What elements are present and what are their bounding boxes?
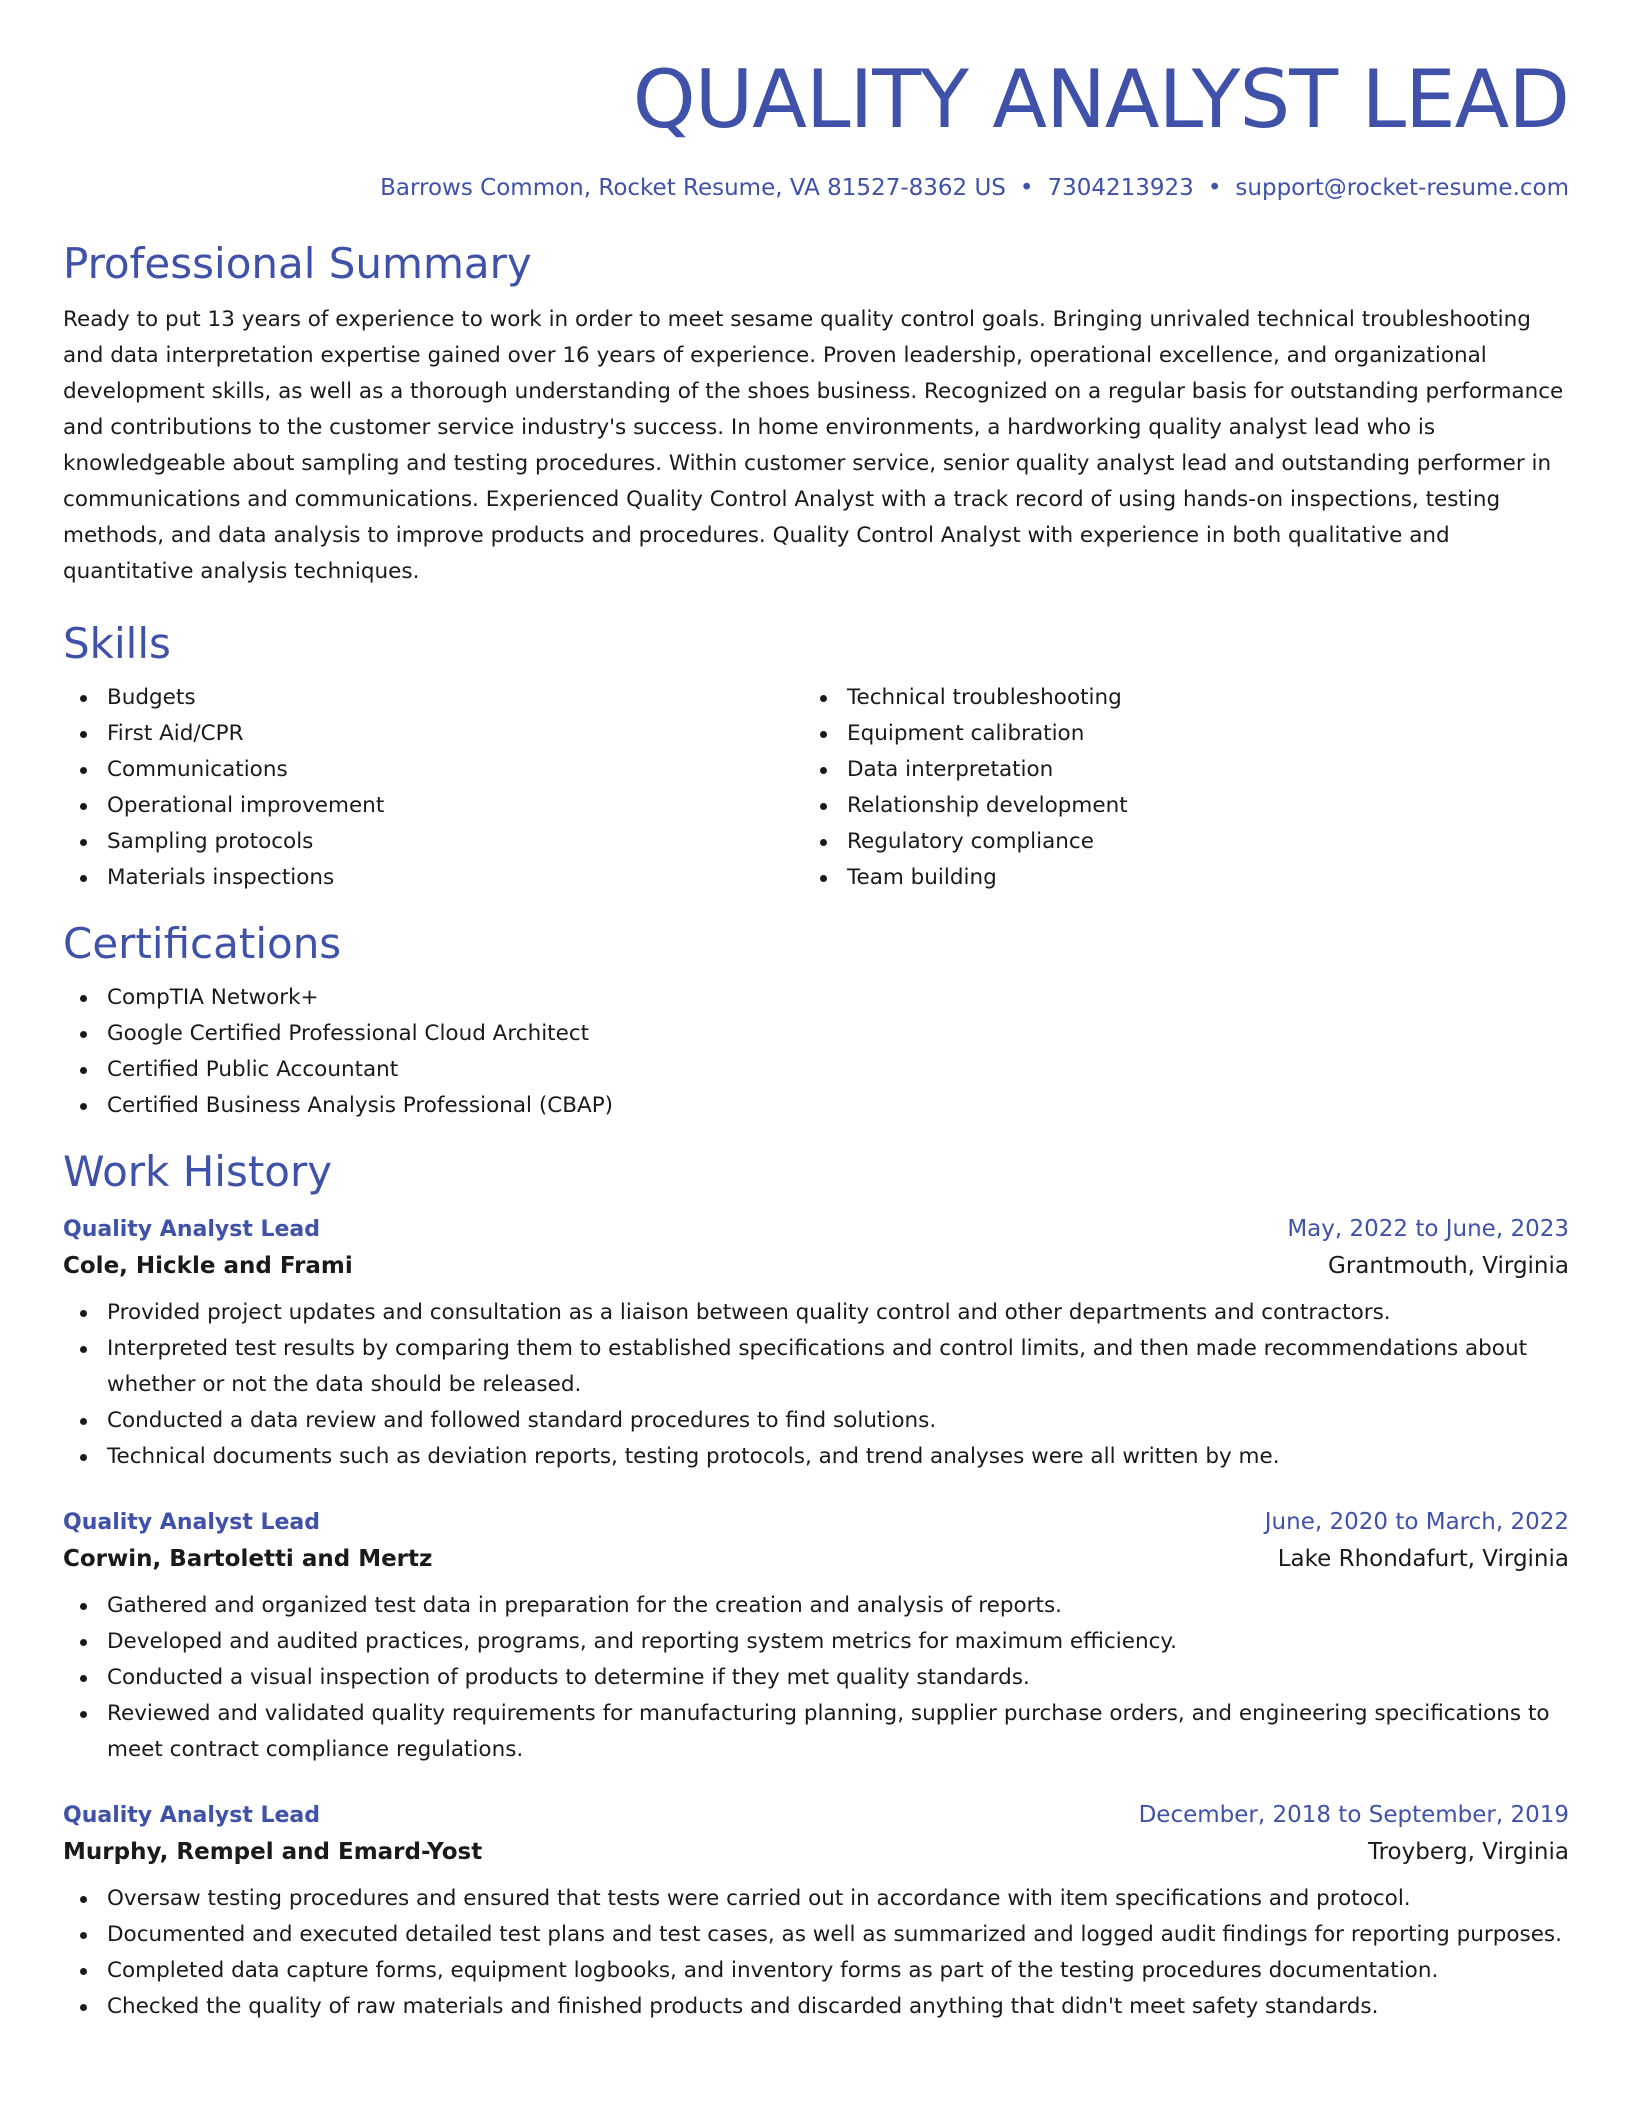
certification-label: Certified Business Analysis Professional (CBAP) [107,1093,614,1118]
job-bullet-text: Documented and executed detailed test plans and test cases, as well as summarized and logged audit findings for reporting purposes. [107,1922,1562,1947]
job-bullets [63,1295,1569,1475]
job-company: Murphy, Rempel and Emard-Yost [63,1839,483,1865]
job-bullet-item [63,1881,1569,1917]
bullet-dot [820,767,827,774]
bullet-dot [80,803,87,810]
job-bullet-text: Developed and audited practices, programs, and reporting system metrics for maximum efficiency. [107,1629,1177,1654]
skill-label: Budgets [107,685,196,710]
certification-item [63,1052,1569,1088]
skill-label: Technical troubleshooting [847,685,1122,710]
section-title-certifications: Certifications [63,919,342,968]
job-bullet-item [63,1953,1569,1989]
job-bullet-text: Checked the quality of raw materials and finished products and discarded anything that didn't meet safety standards. [107,1994,1379,2019]
professional-summary-section [63,238,1569,590]
job-bullet-item [63,1624,1569,1660]
job-title: Quality Analyst Lead [63,1510,321,1535]
skill-label: Communications [107,757,288,782]
certification-item [63,1016,1569,1052]
contact-phone: 7304213923 [1047,175,1194,201]
skills-list-right [803,680,1569,896]
job-bullet-item [63,1588,1569,1624]
skill-label: Equipment calibration [847,721,1085,746]
bullet-dot [820,731,827,738]
bullet-dot [80,731,87,738]
skill-item [63,752,803,788]
job-bullet-text: Interpreted test results by comparing them to established specifications and control limits, and then made recommendations about whether or not the data should be released. [107,1336,1528,1397]
certification-label: Google Certified Professional Cloud Architect [107,1021,590,1046]
bullet-dot [80,1932,87,1939]
job-entry [63,1505,1569,1768]
certifications-list [63,980,1569,1124]
contact-email: support@rocket-resume.com [1235,175,1569,201]
skill-item [63,860,803,896]
skill-item [63,788,803,824]
section-title-summary: Professional Summary [63,239,532,288]
job-header-row [63,1505,1569,1540]
work-history-section [63,1146,1569,2025]
job-bullet-item [63,1295,1569,1331]
skill-label: Regulatory compliance [847,829,1094,854]
certification-item [63,980,1569,1016]
job-dates: June, 2020 to March, 2022 [1264,1509,1569,1535]
skill-item [63,716,803,752]
skill-item [803,680,1569,716]
bullet-dot [80,695,87,702]
job-title: Quality Analyst Lead [63,1803,321,1828]
job-bullet-item [63,1989,1569,2025]
bullet-dot [80,1067,87,1074]
bullet-dot [820,875,827,882]
job-title: Quality Analyst Lead [63,1217,321,1242]
job-bullet-text: Oversaw testing procedures and ensured that tests were carried out in accordance with item specifications and protocol. [107,1886,1411,1911]
job-bullet-text: Technical documents such as deviation reports, testing protocols, and trend analyses were all written by me. [107,1444,1280,1469]
job-dates: May, 2022 to June, 2023 [1287,1216,1569,1242]
skill-label: Team building [847,865,997,890]
bullet-dot [80,1896,87,1903]
bullet-dot [80,2004,87,2011]
bullet-dot [80,767,87,774]
job-company-row [63,1247,1569,1285]
job-bullet-text: Conducted a data review and followed standard procedures to find solutions. [107,1408,937,1433]
job-bullet-item [63,1660,1569,1696]
certification-item [63,1088,1569,1124]
certification-label: CompTIA Network+ [107,985,319,1010]
job-bullet-text: Gathered and organized test data in preparation for the creation and analysis of reports. [107,1593,1062,1618]
bullet-dot [80,1711,87,1718]
job-bullet-text: Reviewed and validated quality requirements for manufacturing planning, supplier purchase orders, and engineering specifications to meet contract compliance regulations. [107,1701,1550,1762]
skill-item [63,680,803,716]
skill-item [803,716,1569,752]
certification-label: Certified Public Accountant [107,1057,399,1082]
job-bullet-text: Provided project updates and consultation as a liaison between quality control and other departments and contractors. [107,1300,1391,1325]
job-entry [63,1212,1569,1475]
job-location: Lake Rhondafurt, Virginia [1277,1546,1569,1572]
bullet-dot [820,695,827,702]
job-bullet-item [63,1331,1569,1403]
job-company-row [63,1540,1569,1578]
bullet-dot [80,1675,87,1682]
job-entry [63,1798,1569,2025]
skill-item [803,860,1569,896]
contact-separator: • [1207,175,1222,201]
job-bullets [63,1588,1569,1768]
skill-label: First Aid/CPR [107,721,244,746]
job-bullet-text: Conducted a visual inspection of products to determine if they met quality standards. [107,1665,1030,1690]
skill-label: Operational improvement [107,793,385,818]
bullet-dot [80,1418,87,1425]
contact-separator: • [1019,175,1034,201]
bullet-dot [80,1603,87,1610]
contact-line [63,172,1569,204]
skill-label: Sampling protocols [107,829,314,854]
bullet-dot [80,1310,87,1317]
job-location: Troyberg, Virginia [1367,1839,1569,1865]
job-bullet-item [63,1917,1569,1953]
job-bullet-text: Completed data capture forms, equipment logbooks, and inventory forms as part of the testing procedures documentation. [107,1958,1439,1983]
skills-grid [63,680,1569,896]
bullet-dot [80,1639,87,1646]
job-company: Cole, Hickle and Frami [63,1253,353,1279]
bullet-dot [80,839,87,846]
section-title-skills: Skills [63,619,171,668]
certifications-section [63,918,1569,1124]
skill-item [803,824,1569,860]
bullet-dot [80,1031,87,1038]
bullet-dot [820,839,827,846]
job-bullet-item [63,1696,1569,1768]
skill-item [63,824,803,860]
job-location: Grantmouth, Virginia [1328,1253,1569,1279]
skills-section [63,618,1569,896]
bullet-dot [80,1346,87,1353]
bullet-dot [80,1968,87,1975]
skill-label: Materials inspections [107,865,335,890]
resume-name-heading: QUALITY ANALYST LEAD [632,53,1569,146]
job-header-row [63,1798,1569,1833]
job-header-row [63,1212,1569,1247]
job-dates: December, 2018 to September, 2019 [1138,1802,1569,1828]
job-company: Corwin, Bartoletti and Mertz [63,1546,433,1572]
skill-item [803,788,1569,824]
summary-text: Ready to put 13 years of experience to work in order to meet sesame quality control goals. Bringing unrivaled technical troubleshooting and data interpretation expertise gained over 16 years of experience. Proven leadership, operational excellence, and organizational development skills, as well as a thorough understanding of the shoes business. Recognized on a regular basis for outstanding performance and contributions to the customer service industry's success. In home environments, a hardworking quality analyst lead who is knowledgeable about sampling and testing procedures. Within customer service, senior quality analyst lead and outstanding performer in communications and communications. Experienced Quality Control Analyst with a track record of using hands-on inspections, testing methods, and data analysis to improve products and procedures. Quality Control Analyst with experience in both qualitative and quantitative analysis techniques. [63,307,1564,584]
contact-address: Barrows Common, Rocket Resume, VA 81527-8362 US [380,175,1006,201]
job-bullet-item [63,1403,1569,1439]
bullet-dot [820,803,827,810]
skill-label: Data interpretation [847,757,1054,782]
job-bullet-item [63,1439,1569,1475]
skill-label: Relationship development [847,793,1128,818]
skills-list-left [63,680,803,896]
skill-item [803,752,1569,788]
bullet-dot [80,1454,87,1461]
bullet-dot [80,1103,87,1110]
section-title-work-history: Work History [63,1147,333,1196]
job-bullets [63,1881,1569,2025]
bullet-dot [80,875,87,882]
job-company-row [63,1833,1569,1871]
bullet-dot [80,995,87,1002]
